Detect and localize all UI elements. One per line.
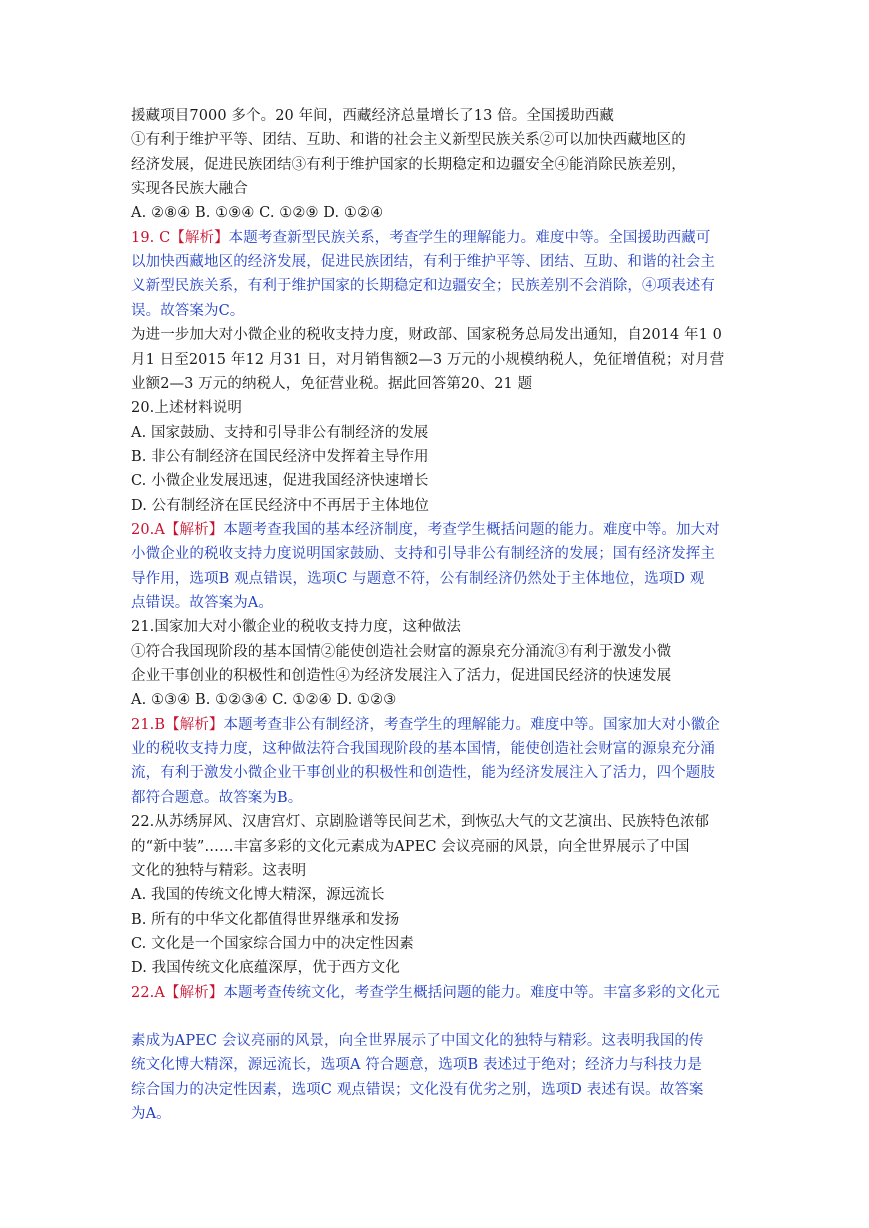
answer-label: 22.A【解析】 — [131, 984, 224, 1001]
text-line — [131, 274, 715, 298]
line-text: D. 公有制经济在匡民经济中不再居于主体地位 — [131, 497, 430, 514]
text-line — [131, 104, 614, 128]
line-text: B. 所有的中华文化都值得世界继承和发扬 — [131, 911, 400, 928]
text-line — [131, 810, 709, 834]
line-text: 误。故答案为C。 — [131, 302, 245, 319]
line-text: 实现各民族大融合 — [131, 181, 248, 198]
line-text: 都符合题意。故答案为B。 — [131, 789, 303, 806]
text-line — [131, 664, 671, 688]
line-text: 小微企业的税收支持力度说明国家鼓励、支持和引导非公有制经济的发展；国有经济发挥主 — [131, 546, 715, 563]
line-text: B. 非公有制经济在国民经济中发挥着主导作用 — [131, 448, 429, 465]
text-line — [131, 445, 429, 469]
text-line — [131, 786, 302, 810]
line-text: 本题考查新型民族关系，考查学生的理解能力。难度中等。全国援助西藏可 — [228, 229, 711, 246]
text-line — [131, 981, 720, 1005]
text-line — [131, 128, 686, 152]
line-text: 综合国力的决定性因素，选项C 观点错误；文化没有优劣之别，选项D 表述有误。故答案 — [131, 1081, 704, 1098]
answer-label: 19. C【解析】 — [131, 229, 229, 246]
text-line — [131, 348, 724, 372]
line-text: A. ①③④ B. ①②③④ C. ①②④ D. ①②③ — [131, 692, 397, 709]
line-text: 流，有利于激发小微企业干事创业的积极性和创造性，能为经济发展注入了活力，四个题肢 — [131, 765, 715, 782]
answer-label: 21.B【解析】 — [131, 716, 224, 733]
line-text: A. 我国的传统文化博大精深，源远流长 — [131, 887, 385, 904]
text-line — [131, 1102, 171, 1126]
text-line — [131, 737, 715, 761]
text-line — [131, 932, 414, 956]
line-text: 业的税收支持力度，这种做法符合我国现阶段的基本国情，能使创造社会财富的源泉充分涌 — [131, 741, 715, 758]
line-text: 业额2—3 万元的纳税人，免征营业税。据此回答第20、21 题 — [131, 375, 533, 392]
line-text: C. 小微企业发展迅速，促进我国经济快速增长 — [131, 473, 429, 490]
text-line — [131, 713, 720, 737]
line-text: 统文化博大精深，源远流长，选项A 符合题意，选项B 表述过于绝对；经济力与科技力是 — [131, 1057, 702, 1074]
line-text: 月1 日至2015 年12 月31 日，对月销售额2—3 万元的小规模纳税人，免征增值税；对月营 — [131, 351, 725, 368]
text-line — [131, 421, 428, 445]
line-text: 素成为APEC 会议亮丽的风景，向全世界展示了中国文化的独特与精彩。这表明我国的传 — [131, 1032, 704, 1049]
line-text: A. ②⑧④ B. ①⑨④ C. ①②⑨ D. ①②④ — [131, 205, 384, 222]
text-line — [131, 567, 704, 591]
text-line — [131, 1078, 704, 1102]
text-line — [131, 153, 686, 177]
text-line — [131, 201, 383, 225]
text-line — [131, 226, 710, 250]
text-line — [131, 615, 461, 639]
text-line — [131, 761, 715, 785]
line-text: 22.从苏绣屏风、汉唐宫灯、京剧脸谱等民间艺术，到恢弘大气的文艺演出、民族特色浓郁 — [131, 814, 710, 831]
text-line — [131, 1029, 704, 1053]
line-text: 援藏项目7000 多个。20 年间，西藏经济总量增长了13 倍。全国援助西藏 — [131, 108, 614, 124]
text-line — [131, 883, 385, 907]
text-line — [131, 396, 242, 420]
line-text: 本题考查非公有制经济，考查学生的理解能力。难度中等。国家加大对小徽企 — [223, 716, 720, 733]
line-text: 的“新中装”……丰富多彩的文化元素成为APEC 会议亮丽的风景，向全世界展示了中国 — [131, 838, 690, 855]
text-line — [131, 250, 715, 274]
line-text: C. 文化是一个国家综合国力中的决定性因素 — [131, 935, 414, 952]
line-text: 导作用，选项B 观点错误，选项C 与题意不符，公有制经济仍然处于主体地位，选项D 观 — [131, 570, 705, 587]
line-text: 本题考查传统文化，考查学生概括问题的能力。难度中等。丰富多彩的文化元 — [223, 984, 720, 1001]
text-line — [131, 494, 429, 518]
line-text: 以加快西藏地区的经济发展，促进民族团结，有利于维护平等、团结、互助、和谐的社会主 — [131, 254, 715, 271]
line-text: 文化的独特与精彩。这表明 — [131, 862, 307, 879]
text-line — [131, 859, 306, 883]
line-text: D. 我国传统文化底蕴深厚，优于西方文化 — [131, 960, 400, 977]
text-line — [131, 956, 400, 980]
line-text: 为A。 — [131, 1106, 171, 1122]
text-line — [131, 372, 532, 396]
line-text: 为进一步加大对小微企业的税收支持力度，财政部、国家税务总局发出通知，自2014 年1 0 — [131, 327, 722, 344]
text-line — [131, 835, 689, 859]
text-line — [131, 518, 720, 542]
text-line — [131, 469, 429, 493]
text-line — [131, 591, 273, 615]
text-line — [131, 299, 244, 323]
line-text: ①符合我国现阶段的基本国情②能使创造社会财富的源泉充分涌流③有利于激发小微 — [131, 643, 672, 660]
text-line — [131, 688, 396, 712]
text-line — [131, 542, 715, 566]
line-text: 本题考查我国的基本经济制度，考查学生概括问题的能力。难度中等。加大对 — [223, 521, 720, 538]
text-line — [131, 640, 671, 664]
line-text: 点错误。故答案为A。 — [131, 595, 273, 611]
text-line — [131, 1053, 702, 1077]
text-line — [131, 323, 722, 347]
line-text: 义新型民族关系，有利于维护国家的长期稳定和边疆安全；民族差别不会消除，④项表述有 — [131, 278, 715, 295]
answer-label: 20.A【解析】 — [131, 521, 224, 538]
line-text: 21.国家加大对小徽企业的税收支持力度，这种做法 — [131, 619, 461, 636]
line-text: 20.上述材料说明 — [131, 400, 242, 417]
line-text: 企业干事创业的积极性和创造性④为经济发展注入了活力，促进国民经济的快速发展 — [131, 668, 672, 685]
line-text: ①有利于维护平等、团结、互助、和谐的社会主义新型民族关系②可以加快西藏地区的 — [131, 132, 686, 149]
text-line — [131, 908, 399, 932]
line-text: A. 国家鼓励、支持和引导非公有制经济的发展 — [131, 424, 429, 441]
text-line — [131, 177, 248, 201]
line-text: 经济发展，促进民族团结③有利于维护国家的长期稳定和边疆安全④能消除民族差别， — [131, 156, 686, 173]
